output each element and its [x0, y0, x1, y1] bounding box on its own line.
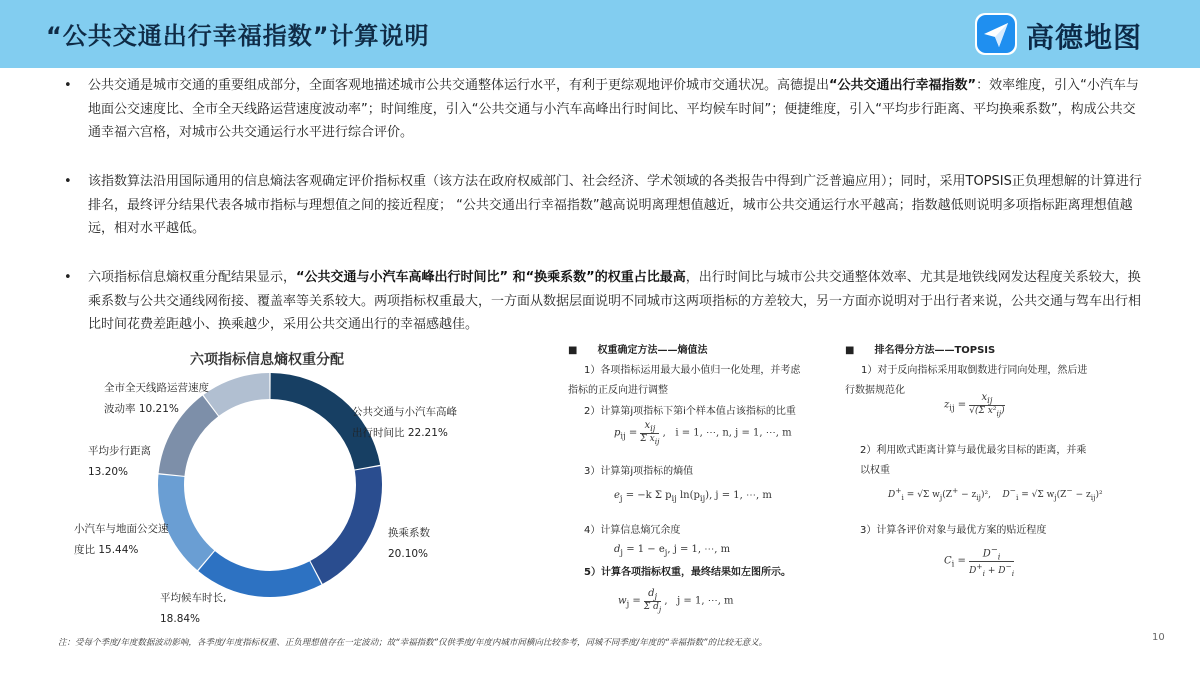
slice-label-2: 平均候车时长, 18.84% [160, 592, 227, 625]
slice-label-3: 小汽车与地面公交速 度比 15.44% [74, 523, 169, 556]
page-title: “公共交通出行幸福指数”计算说明 [46, 22, 430, 50]
entropy-step-2: 2）计算第j项指标下第i个样本值占该指标的比重 [584, 406, 796, 417]
amap-arrow-icon [974, 12, 1018, 56]
logo-text: 高德地图 [1026, 21, 1143, 54]
bullet-text: 六项指标信息熵权重分配结果显示，“公共交通与小汽车高峰出行时间比” 和“换乘系数”的权重占比最高，出行时间比与城市公共交通整体效率、尤其是地铁线网发达程度关系较大，换乘系数与公共交通线网衔接、覆盖率等关系较大。两项指标权重最大，一方面从数据层面说明不同城市这两项指标的方差较大，另一方面亦说明对于出行者来说，公共交通与驾车出行相比时间花费差距越小、换乘越少，采用公共交通出行的幸福感越佳。 [88, 270, 1142, 332]
bullet-item [58, 266, 1148, 337]
topsis-formula-2: $D^+_i = √\Sigma$ $w_j(Z^+ - z_{ij})^2$, $D^-_i = √\Sigma$ $w_j(Z^- - z_{ij})^2$ [888, 486, 1103, 502]
donut-slice-1 [310, 466, 382, 584]
bullet-text: 公共交通是城市交通的重要组成部分，全面客观地描述城市公共交通整体运行水平，有利于更综观地评价城市交通状况。高德提出“公共交通出行幸福指数”：效率维度，引入“小汽车与地面公交速度比、全市全天线路运营速度波动率”；时间维度，引入“公共交通与小汽车高峰出行时间比、平均候车时间”；便捷维度，引入“平均步行距离、平均换乘系数”，构成公共交通幸福六宫格，对城市公共交通运行水平进行综合评价。 [88, 78, 1139, 140]
entropy-formula-2: $p_{ij}$ = $\frac{x_{ij}}{\Sigma x_{ij}}$ , i = 1, ⋯, n, j = 1, ⋯, m [614, 420, 792, 446]
header-bar [0, 0, 1200, 68]
slice-label-1: 换乘系数 20.10% [388, 527, 430, 560]
topsis-formula-1: $z_{ij}$ = $\frac{x_{ij}}{√(\Sigma x^2_{ij})}$ [944, 392, 1005, 418]
topsis-step-2: 2）利用欧式距离计算与最优最劣目标的距离，并乘 以权重 [860, 445, 1087, 476]
chart-title: 六项指标信息熵权重分配 [190, 352, 344, 368]
entropy-formula-5: $w_j$ = $\frac{d_j}{\Sigma d_j}$ , j = 1, ⋯, m [618, 588, 734, 614]
entropy-formula-3: $e_j = -k$ Σ $p_{ij}$ $\ln(p_{ij})$, j = 1, ⋯, m [614, 490, 772, 503]
entropy-step-5: 5）计算各项指标权重，最终结果如左图所示。 [584, 567, 791, 578]
entropy-formula-4: $d_j = 1 - e_j$, j = 1, ⋯, m [614, 544, 731, 557]
slice-label-0: 公共交通与小汽车高峰 出行时间比 22.21% [352, 406, 457, 439]
page-number: 10 [1152, 632, 1165, 643]
bullet-item [58, 170, 1148, 241]
bullet-text: 该指数算法沿用国际通用的信息熵法客观确定评价指标权重（该方法在政府权威部门、社会经济、学术领域的各类报告中得到广泛普遍应用）；同时，采用TOPSIS正负理想解的计算进行排名，最终评分结果代表各城市指标与理想值之间的接近程度； “公共交通出行幸福指数”越高说明离理想值越近，城市公共交通运行水平越高；指数越低则说明多项指标距离理想值越远，相对水平越低。 [88, 174, 1142, 236]
topsis-step-3: 3）计算各评价对象与最优方案的贴近程度 [860, 525, 1047, 536]
bullet-item [58, 74, 1148, 145]
bullet-dot-icon: • [64, 78, 72, 93]
slice-label-5: 全市全天线路运营速度 波动率 10.21% [104, 382, 209, 415]
entropy-step-4: 4）计算信息熵冗余度 [584, 525, 681, 536]
slice-label-4: 平均步行距离 13.20% [88, 445, 151, 478]
entropy-method-panel: ■ 权重确定方法——熵值法 1）各项指标运用最大最小值归一化处理，并考虑 指标的正反向进行调整 [568, 345, 801, 396]
entropy-step-3: 3）计算第j项指标的熵值 [584, 466, 694, 477]
topsis-method-panel: ■ 排名得分方法——TOPSIS 1）对于反向指标采用取倒数进行同向处理，然后进 行数据规范化 [845, 345, 1088, 396]
bullet-dot-icon: • [64, 174, 72, 189]
footnote: 注：受每个季度/年度数据波动影响，各季度/年度指标权重、正负理想值存在一定波动；故“幸福指数”仅供季度/年度内城市间横向比较参考，同城不同季度/年度的“幸福指数”的比较无意义。 [58, 638, 768, 648]
bullet-dot-icon: • [64, 270, 72, 285]
topsis-formula-3: $C_i$ = $\frac{D^-_i}{D^+_i + D^-_i}$ [944, 544, 1015, 579]
donut-slice-5 [204, 373, 270, 416]
